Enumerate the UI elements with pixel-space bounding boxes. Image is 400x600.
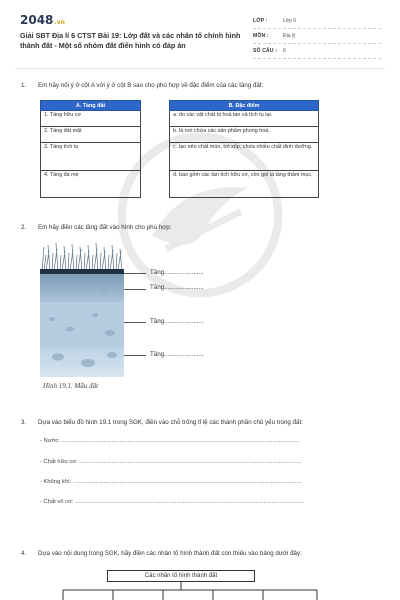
column-a-cell: 4. Tầng đá mẹ [41, 171, 141, 198]
soil-layer-label: Tầng....................... [150, 269, 204, 276]
column-a-table [40, 100, 141, 198]
meta-key: LỚP : [253, 18, 268, 24]
document-meta [253, 14, 381, 59]
question-1 [21, 82, 381, 92]
column-a-cell: 3. Tầng tích tụ [41, 143, 141, 171]
factors-tree-connector [0, 582, 400, 600]
column-b-cell: b. là nơi chứa các sản phẩm phong hoá. [170, 127, 319, 143]
question-text: Em hãy điền các tầng đất vào hình cho phù hợp: [38, 224, 172, 231]
meta-value: 6 [283, 48, 286, 54]
label-pointer [124, 273, 146, 274]
meta-row-grade [253, 14, 381, 29]
question-2 [21, 224, 381, 234]
page-header [0, 0, 400, 62]
column-b-cell: d. bao gồm các tàn tích hữu cơ, còn gọi là tầng thảm mục. [170, 171, 319, 198]
factors-root-box: Các nhân tố hình thành đất [107, 570, 255, 582]
question-4 [21, 550, 391, 560]
meta-value: Lớp 6 [283, 18, 297, 24]
soil-layer-label: Tầng....................... [150, 318, 204, 325]
soil-profile-illustration [40, 241, 124, 377]
column-a-cell: 1. Tầng hữu cơ [41, 111, 141, 127]
meta-row-count [253, 44, 381, 59]
question-number: 1. [21, 82, 27, 89]
question-number: 4. [21, 550, 27, 557]
site-logo[interactable]: 2048.vn [20, 13, 65, 27]
question-3 [21, 419, 391, 429]
question-text: Dựa vào nội dung trong SGK, hãy điền các nhân tố hình thành đất còn thiếu vào bảng dưới đây: [38, 550, 302, 557]
column-a-header: A. Tầng đất [41, 101, 141, 111]
fill-line-inorganic[interactable]: - Chất vô cơ: .............................................................................................................................................. [40, 499, 304, 505]
fill-line-water[interactable]: - Nước: .................................................................................................................................................... [40, 438, 300, 444]
label-pointer [124, 355, 146, 356]
soil-layer-label: Tầng....................... [150, 351, 204, 358]
question-text: Em hãy nối ý ở cột A với ý ở cột B sao cho phù hợp về đặc điểm của các tầng đất: [38, 82, 264, 89]
meta-row-subject [253, 29, 381, 44]
label-pointer [124, 289, 146, 290]
question-text: Dựa vào biểu đồ hình 19.1 trong SGK, điền vào chỗ trống tỉ lệ các thành phần chủ yếu trong đất: [38, 419, 303, 426]
meta-key: SỐ CÂU : [253, 48, 278, 54]
soil-layer-label: Tầng....................... [150, 284, 204, 291]
column-b-header: B. Đặc điểm [170, 101, 319, 111]
document-title: Giải SBT Địa lí 6 CTST Bài 19: Lớp đất và các nhân tố chính hình thành đất - Một số nhóm đất điển hình có đáp án [20, 31, 241, 50]
fill-line-organic[interactable]: - Chất hữu cơ: .......................................................................................................................................... [40, 459, 302, 465]
question-number: 2. [21, 224, 27, 231]
label-pointer [124, 322, 146, 323]
figure-caption: Hình 19.1. Mẫu đất [43, 382, 99, 390]
column-a-cell: 2. Tầng đất mặt [41, 127, 141, 143]
question-number: 3. [21, 419, 27, 426]
column-b-table [169, 100, 319, 198]
column-b-cell: a. do các vật chất bị hoà tan và tích tụ lại. [170, 111, 319, 127]
column-b-cell: c. tạo nên chất mùn, tơi xốp, chứa nhiều chất dinh dưỡng. [170, 143, 319, 171]
meta-value: Địa lý [283, 33, 296, 39]
fill-line-air[interactable]: - Không khí: .............................................................................................................................................. [40, 479, 302, 485]
header-divider [15, 68, 385, 69]
meta-key: MÔN : [253, 33, 269, 39]
